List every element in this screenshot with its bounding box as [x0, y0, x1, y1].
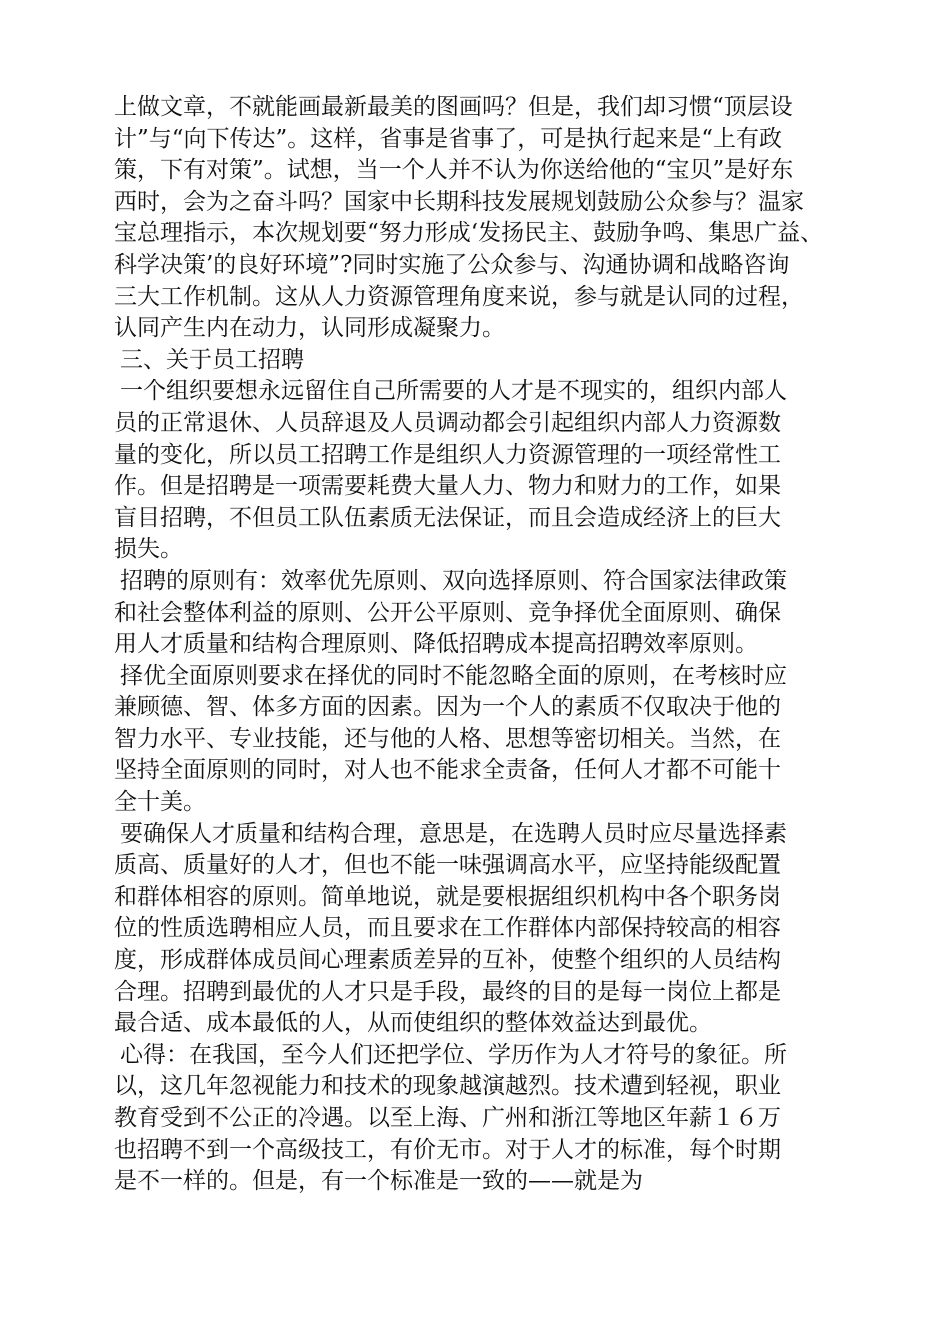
text-line: 和群体相容的原则。简单地说，就是要根据组织机构中各个职务岗 — [114, 883, 781, 910]
text-line: 作。但是招聘是一项需要耗费大量人力、物力和财力的工作，如果 — [114, 473, 781, 500]
text-line: 教育受到不公正的冷遇。以至上海、广州和浙江等地区年薪１６万 — [114, 1105, 781, 1131]
text-line: 要确保人才质量和结构合理，意思是，在选聘人员时应尽量选择素 — [120, 820, 787, 847]
text-line: 合理。招聘到最优的人才只是手段，最终的目的是每一岗位上都是 — [114, 978, 781, 1005]
text-line: 择优全面原则要求在择优的同时不能忽略全面的原则，在考核时应 — [120, 662, 787, 689]
text-line: 损失。 — [114, 536, 183, 563]
text-line: 用人才质量和结构合理原则、降低招聘成本提高招聘效率原则。 — [114, 631, 758, 658]
text-line: 一个组织要想永远留住自己所需要的人才是不现实的，组织内部人 — [120, 378, 787, 405]
text-line: 坚持全面原则的同时，对人也不能求全责备，任何人才都不可能十 — [114, 757, 781, 784]
text-line: 心得：在我国，至今人们还把学位、学历作为人才符号的象征。所 — [120, 1041, 787, 1068]
text-line: 智力水平、专业技能，还与他的人格、思想等密切相关。当然，在 — [114, 725, 781, 752]
text-line: 策，下有对策”。试想，当一个人并不认为你送给他的“宝贝”是好东 — [114, 157, 794, 184]
text-line: 计”与“向下传达”。这样，省事是省事了，可是执行起来是“上有政 — [114, 125, 783, 152]
text-line: 度，形成群体成员间心理素质差异的互补，使整个组织的人员结构 — [114, 947, 781, 974]
text-line: 位的性质选聘相应人员，而且要求在工作群体内部保持较高的相容 — [114, 915, 781, 942]
text-line: 全十美。 — [114, 789, 206, 816]
text-line: 员的正常退休、人员辞退及人员调动都会引起组织内部人力资源数 — [114, 409, 781, 436]
text-line: 三大工作机制。这从人力资源管理角度来说，参与就是认同的过程， — [114, 283, 804, 310]
text-line: 三、关于员工招聘 — [120, 346, 304, 373]
text-line: 以，这几年忽视能力和技术的现象越演越烈。技术遭到轻视，职业 — [114, 1073, 781, 1100]
document-body — [114, 92, 854, 1198]
text-line: 质高、质量好的人才，但也不能一味强调高水平，应坚持能级配置 — [114, 852, 781, 879]
text-line: 盲目招聘，不但员工队伍素质无法保证，而且会造成经济上的巨大 — [114, 504, 781, 531]
text-line: 是不一样的。但是，有一个标准是一致的——就是为 — [114, 1168, 643, 1195]
text-line: 宝总理指示，本次规划要“努力形成‘发扬民主、鼓励争鸣、集思广益、 — [114, 220, 824, 247]
text-line: 和社会整体利益的原则、公开公平原则、竞争择优全面原则、确保 — [114, 599, 781, 626]
text-line: 西时，会为之奋斗吗？国家中长期科技发展规划鼓励公众参与？温家 — [114, 188, 804, 215]
text-line: 认同产生内在动力，认同形成凝聚力。 — [114, 315, 505, 342]
text-line: 招聘的原则有：效率优先原则、双向选择原则、符合国家法律政策 — [120, 567, 787, 594]
text-line: 兼顾德、智、体多方面的因素。因为一个人的素质不仅取决于他的 — [114, 694, 781, 721]
text-line: 量的变化，所以员工招聘工作是组织人力资源管理的一项经常性工 — [114, 441, 781, 468]
text-line: 科学决策’的良好环境”?同时实施了公众参与、沟通协调和战略咨询 — [114, 251, 790, 278]
text-line: 也招聘不到一个高级技工，有价无市。对于人才的标准，每个时期 — [114, 1136, 781, 1163]
text-line: 最合适、成本最低的人，从而使组织的整体效益达到最优。 — [114, 1010, 712, 1037]
text-line: 上做文章，不就能画最新最美的图画吗？但是，我们却习惯“顶层设 — [114, 94, 793, 120]
